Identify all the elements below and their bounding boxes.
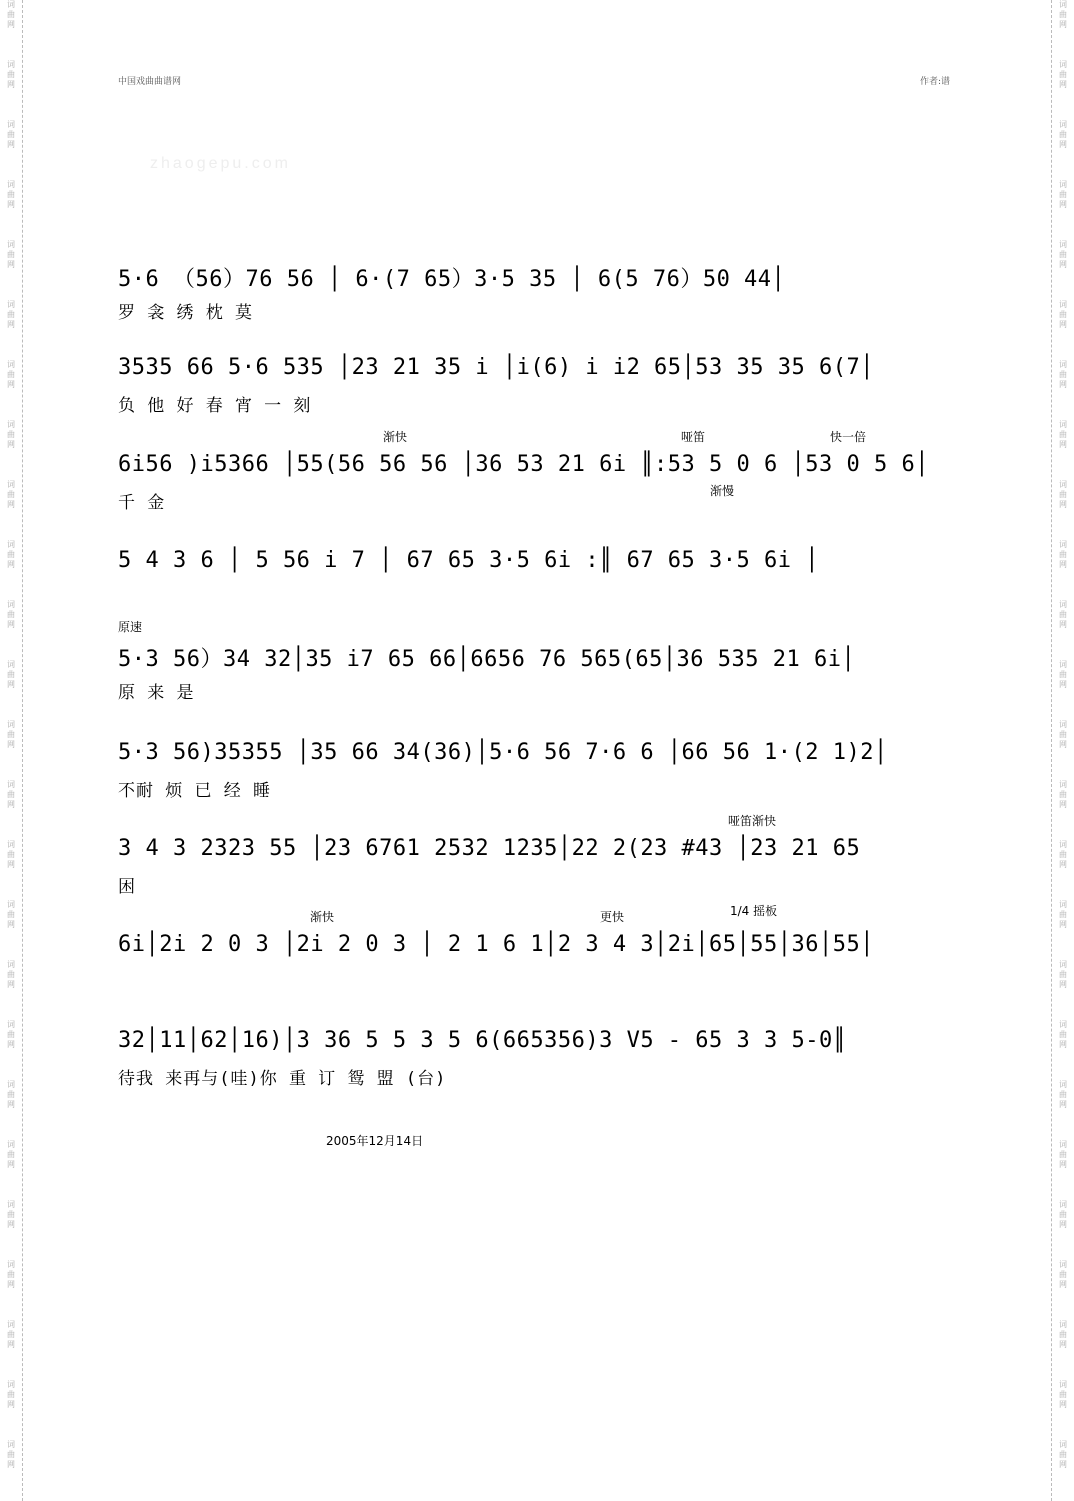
tempo-mark: 渐快 [310,910,335,924]
side-glyph-group: 词 曲 网 [1059,600,1067,629]
score-row [118,904,978,1042]
side-glyph-group: 词 曲 网 [7,420,15,449]
right-dashed-border [1051,0,1052,1501]
tempo-mark: 更快 [600,910,625,924]
notation-line: 3535 66 5·6 535 │23 21 35 i │i(6) i i2 65│53 35 35 6(7│ [118,355,874,380]
score-row [118,430,978,562]
side-glyph-group: 词 曲 网 [1059,360,1067,389]
header-author: 作者:谱 [920,77,951,87]
side-glyph-group: 词 曲 网 [1059,780,1067,809]
side-glyph-group: 词 曲 网 [1059,420,1067,449]
side-glyph-group: 词 曲 网 [1059,720,1067,749]
score-row [118,355,978,465]
side-glyph-group: 词 曲 网 [1059,840,1067,869]
side-glyph-group: 词 曲 网 [7,1140,15,1169]
tempo-mark: 渐快 [383,430,408,444]
watermark-url: zhaogepu.com [150,155,291,172]
lyrics-line: 困 [118,877,136,897]
side-glyph-group: 词 曲 网 [1059,1020,1067,1049]
tempo-mark: 原速 [118,620,143,634]
score-row [118,620,978,752]
side-glyph-group: 词 曲 网 [7,300,15,329]
notation-line: 5·3 56）34 32│35 i7 65 66│6656 76 565(65│36 535 21 6i│ [118,647,856,672]
left-side-strip [4,0,18,1500]
lyrics-line: 千 金 [118,493,166,513]
side-glyph-group: 词 曲 网 [7,540,15,569]
score-date: 2005年12月14日 [326,1134,424,1148]
side-glyph-group: 词 曲 网 [7,960,15,989]
lyrics-line: 负 他 好 春 宵 一 刻 [118,396,312,416]
side-glyph-group: 词 曲 网 [7,1020,15,1049]
side-glyph-group: 词 曲 网 [7,240,15,269]
side-glyph-group: 词 曲 网 [1059,900,1067,929]
side-glyph-group: 词 曲 网 [1059,1080,1067,1109]
score-row [118,814,978,946]
notation-line: 6i│2i 2 0 3 │2i 2 0 3 │ 2 1 6 1│2 3 4 3│2i│65│55│36│55│ [118,932,874,957]
side-glyph-group: 词 曲 网 [7,1080,15,1109]
side-glyph-group: 词 曲 网 [7,120,15,149]
side-glyph-group: 词 曲 网 [7,0,15,29]
side-glyph-group: 词 曲 网 [1059,300,1067,329]
side-glyph-group: 词 曲 网 [7,1200,15,1229]
side-glyph-group: 词 曲 网 [7,480,15,509]
tempo-mark: 1/4 摇板 [730,904,778,918]
tempo-mark: 哑笛渐快 [728,814,777,828]
side-glyph-group: 词 曲 网 [1059,480,1067,509]
side-glyph-group: 词 曲 网 [7,180,15,209]
side-glyph-group: 词 曲 网 [1059,1380,1067,1409]
side-glyph-group: 词 曲 网 [1059,1440,1067,1469]
side-glyph-group: 词 曲 网 [7,720,15,749]
side-glyph-group: 词 曲 网 [7,1440,15,1469]
lyrics-line: 待我 来再与(哇)你 重 订 鸳 盟 (台) [118,1069,447,1089]
side-glyph-group: 词 曲 网 [7,60,15,89]
side-glyph-group: 词 曲 网 [1059,660,1067,689]
side-glyph-group: 词 曲 网 [7,360,15,389]
notation-line: 5 4 3 6 │ 5 56 i 7 │ 67 65 3·5 6i :║ 67 65 3·5 6i │ [118,548,820,573]
side-glyph-group: 词 曲 网 [7,1380,15,1409]
header-site-name: 中国戏曲曲谱网 [118,77,182,87]
side-glyph-group: 词 曲 网 [7,1320,15,1349]
side-glyph-group: 词 曲 网 [1059,1260,1067,1289]
side-glyph-group: 词 曲 网 [1059,540,1067,569]
lyrics-line: 原 来 是 [118,683,195,703]
tempo-mark: 快一倍 [830,430,867,444]
side-glyph-group: 词 曲 网 [7,900,15,929]
lyrics-line: 不耐 烦 已 经 睡 [118,781,271,801]
side-glyph-group: 词 曲 网 [7,780,15,809]
notation-line: 6i56 )i5366 │55(56 56 56 │36 53 21 6i ║:53 5 0 6 │53 0 5 6│ [118,452,929,477]
notation-line: 32│11│62│16)│3 36 5 5 3 5 6(665356)3 V5 - 65 3 3 5-0║ [118,1028,847,1053]
side-glyph-group: 词 曲 网 [1059,180,1067,209]
side-glyph-group: 词 曲 网 [1059,60,1067,89]
left-dashed-border [22,0,23,1501]
side-glyph-group: 词 曲 网 [1059,1140,1067,1169]
side-glyph-group: 词 曲 网 [1059,1200,1067,1229]
side-glyph-group: 词 曲 网 [7,1260,15,1289]
side-glyph-group: 词 曲 网 [1059,1320,1067,1349]
tempo-mark: 哑笛 [681,430,706,444]
notation-line: 5·6 （56）76 56 │ 6·(7 65）3·5 35 │ 6(5 76）50 44│ [118,267,786,292]
side-glyph-group: 词 曲 网 [1059,240,1067,269]
side-glyph-group: 词 曲 网 [7,660,15,689]
side-glyph-group: 词 曲 网 [7,600,15,629]
notation-line: 3 4 3 2323 55 │23 6761 2532 1235│22 2(23 #43 │23 21 65 [118,836,861,861]
right-side-strip [1056,0,1070,1500]
notation-line: 5·3 56)35355 │35 66 34(36)│5·6 56 7·6 6 │66 56 1·(2 1)2│ [118,740,888,765]
score-row [118,1028,978,1138]
score-row [118,740,978,850]
side-glyph-group: 词 曲 网 [1059,960,1067,989]
side-glyph-group: 词 曲 网 [7,840,15,869]
side-glyph-group: 词 曲 网 [1059,0,1067,29]
lyrics-line: 罗 衾 绣 枕 莫 [118,303,253,323]
tempo-mark: 渐慢 [710,484,735,498]
side-glyph-group: 词 曲 网 [1059,120,1067,149]
